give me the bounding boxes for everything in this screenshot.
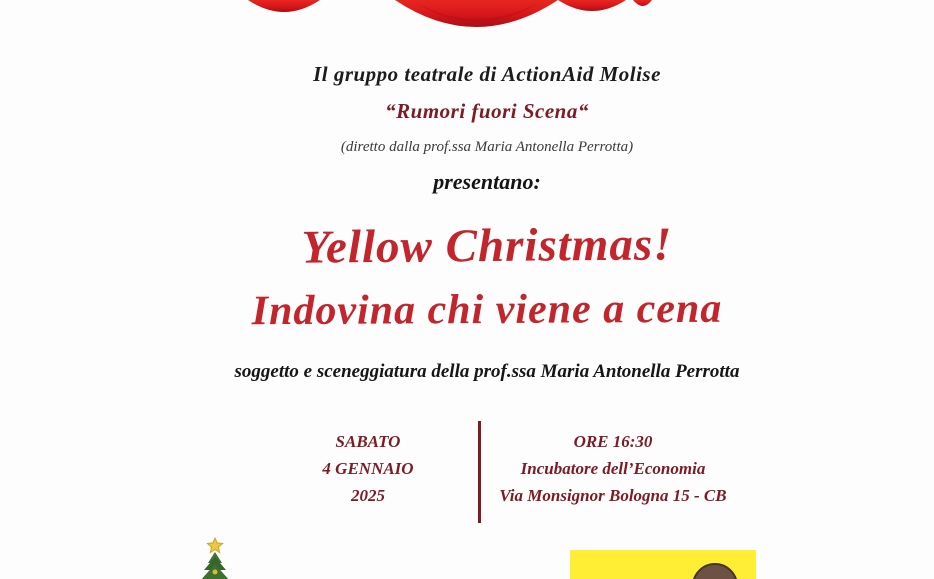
credits-line: soggetto e sceneggiatura della prof.ssa Maria Antonella Perrotta <box>234 361 740 382</box>
christmas-tree-icon <box>185 537 245 579</box>
schedule-day: SABATO <box>335 432 401 451</box>
schedule-date <box>268 428 468 509</box>
schedule-divider <box>478 421 481 523</box>
show-title-line2: Indovina chi viene a cena <box>251 285 723 335</box>
bottom-photo-thumbnail <box>570 550 756 579</box>
person-head-photo <box>692 563 738 579</box>
group-line: Il gruppo teatrale di ActionAid Molise <box>313 62 661 86</box>
troupe-name: “Rumori fuori Scena“ <box>385 99 589 123</box>
presents-line: presentano: <box>433 169 541 194</box>
show-title-line1: Yellow Christmas! <box>301 218 673 274</box>
schedule-date-number: 4 GENNAIO <box>322 459 414 478</box>
schedule-venue <box>482 428 744 509</box>
schedule-time: ORE 16:30 <box>573 432 653 451</box>
directed-by-line: (diretto dalla prof.ssa Maria Antonella Perrotta) <box>340 139 634 155</box>
venue-name: Incubatore dell’Economia <box>520 459 706 478</box>
schedule-year: 2025 <box>351 486 385 505</box>
star-icon <box>207 538 222 553</box>
venue-address: Via Monsignor Bologna 15 - CB <box>499 486 727 505</box>
theater-curtain-icon <box>240 0 660 32</box>
